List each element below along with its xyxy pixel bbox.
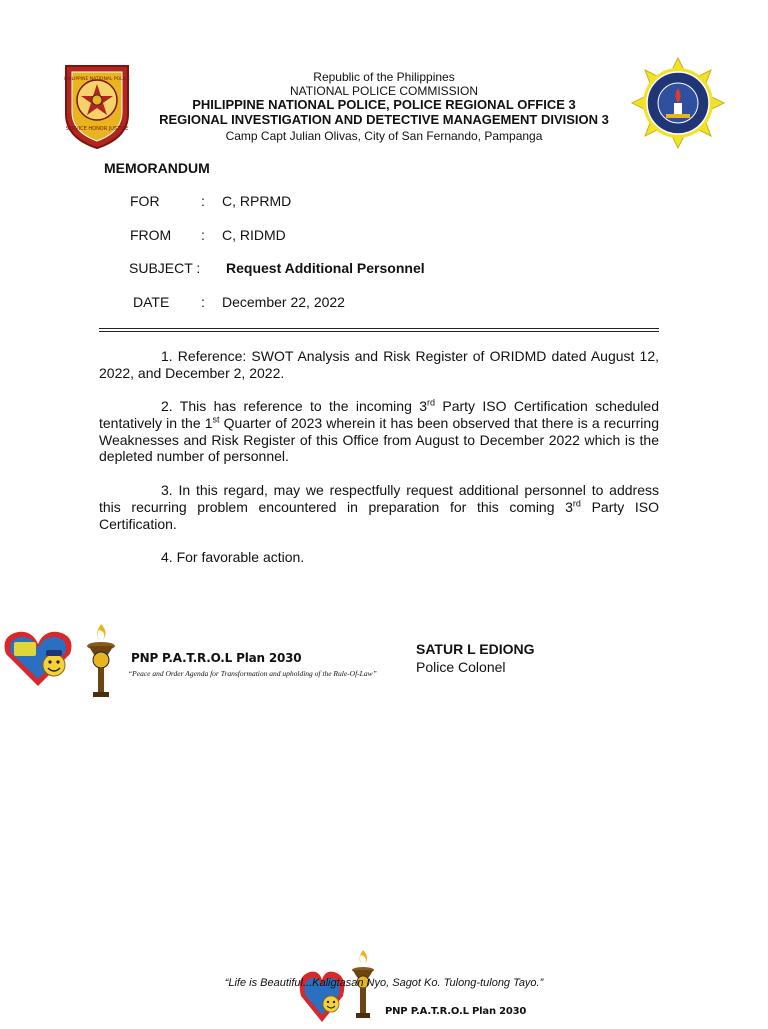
for-label: FOR [130, 193, 160, 209]
subject-value: Request Additional Personnel [226, 260, 425, 276]
date-value: December 22, 2022 [222, 294, 345, 310]
paragraph-2-text-c: Quarter of 2023 wherein it has been observed that there is a recurring Weaknesses and Risk Register of this Office from August to December 2022 which is the depleted number of personnel. [99, 414, 659, 465]
paragraph-3-text-a: 3. In this regard, may we respectfully request additional personnel to address this recurring problem encountered in preparation for this coming 3 [99, 482, 659, 515]
svg-text:SERVICE HONOR JUSTICE: SERVICE HONOR JUSTICE [65, 126, 129, 132]
paragraph-1 [99, 348, 659, 382]
memo-title: MEMORANDUM [104, 160, 210, 176]
paragraph-2-superscript: st [212, 414, 220, 425]
signatory-name: SATUR L EDIONG [416, 641, 535, 657]
paragraph-3-text-b: Party ISO Certification. [99, 498, 659, 532]
patrol-plan-title: PNP P.A.T.R.O.L Plan 2030 [131, 651, 302, 665]
divider-line-bottom [99, 331, 659, 332]
header-pnp-pro3: PHILIPPINE NATIONAL POLICE, POLICE REGIONAL OFFICE 3 [192, 97, 576, 112]
from-label: FROM [130, 227, 172, 243]
paragraph-2-superscript: rd [427, 397, 436, 408]
from-value: C, RIDMD [222, 227, 286, 243]
signatory-rank: Police Colonel [416, 659, 506, 675]
divider-line-top [99, 328, 659, 329]
patrol-plan-motto: “Peace and Order Agenda for Transformation and upholding of the Rule-Of-Law” [128, 669, 377, 678]
ridmd-seal-logo [630, 56, 726, 150]
patrol-torch-emblem [83, 622, 119, 700]
header-republic: Republic of the Philippines [313, 70, 455, 84]
paragraph-1-text: 1. Reference: SWOT Analysis and Risk Register of ORIDMD dated August 12, 2022, and December 2, 2022. [99, 348, 659, 381]
paragraph-2 [99, 398, 659, 465]
from-colon: : [201, 227, 205, 243]
paragraph-3-superscript: rd [572, 498, 581, 509]
footer-heart-logo [298, 966, 346, 1024]
footer-quote: “Life is Beautiful...Kaligtasan Nyo, Sagot Ko. Tulong-tulong Tayo.” [224, 977, 544, 989]
header-ridmd3: REGIONAL INVESTIGATION AND DETECTIVE MANAGEMENT DIVISION 3 [159, 112, 609, 127]
paragraph-4-text: 4. For favorable action. [161, 549, 305, 565]
subject-label: SUBJECT : [129, 260, 201, 276]
header-napolcom: NATIONAL POLICE COMMISSION [289, 84, 479, 98]
date-label: DATE [133, 294, 170, 310]
svg-text:PHILIPPINE NATIONAL POLICE: PHILIPPINE NATIONAL POLICE [64, 77, 130, 82]
header-address: Camp Capt Julian Olivas, City of San Fernando, Pampanga [225, 129, 543, 143]
pnp-seal-logo [62, 60, 132, 150]
paragraph-2-text-b: Party ISO Certification scheduled tentatively in the 1 [99, 398, 659, 431]
paragraph-2-text-a: 2. This has reference to the incoming 3 [161, 398, 428, 414]
date-colon: : [201, 294, 205, 310]
patrol-heart-logo [2, 628, 74, 688]
paragraph-3 [99, 482, 659, 532]
for-value: C, RPRMD [222, 193, 292, 209]
footer-patrol-title: PNP P.A.T.R.O.L Plan 2030 [385, 1006, 527, 1017]
for-colon: : [201, 193, 205, 209]
paragraph-4 [99, 549, 659, 566]
